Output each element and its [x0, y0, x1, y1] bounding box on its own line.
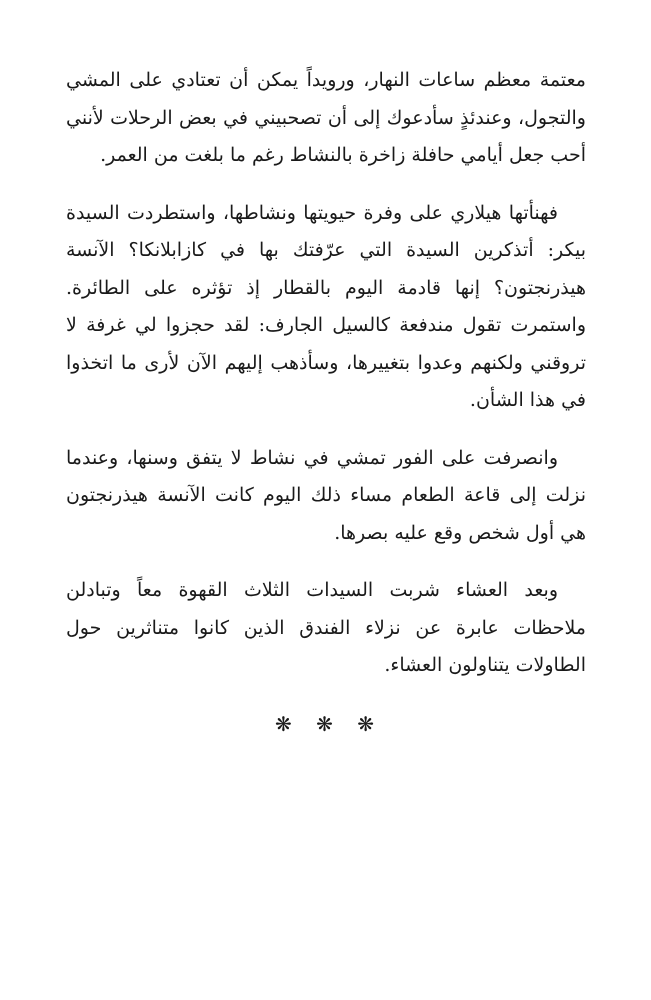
- paragraph-3: وانصرفت على الفور تمشي في نشاط لا يتفق وسنها، وعندما نزلت إلى قاعة الطعام مساء ذلك اليوم كانت الآنسة هيذرنجتون هي أول شخص وقع عليه بصرها.: [66, 446, 586, 544]
- asterism-mark: ❋: [316, 712, 335, 736]
- paragraph-4: وبعد العشاء شربت السيدات الثلاث القهوة معاً وتبادلن ملاحظات عابرة عن نزلاء الفندق الذين كانوا متناثرين حول الطاولات يتناولون العشاء.: [66, 579, 586, 676]
- asterism-mark: ❋: [274, 712, 294, 736]
- paragraph-1: معتمة معظم ساعات النهار، ورويداً يمكن أن تعتادي على المشي والتجول، وعندئذٍ سأدعوك إلى أن تصحبيني في بعض الرحلات لأنني أحب جعل أيامي حافلة زاخرة بالنشاط رغم ما بلغت من العمر.: [66, 69, 586, 166]
- section-separator: [0, 712, 651, 736]
- book-page-text: [66, 62, 586, 705]
- asterism-mark: ❋: [357, 712, 376, 736]
- paragraph-2: فهنأتها هيلاري على وفرة حيويتها ونشاطها، واستطردت السيدة بيكر: أتذكرين السيدة التي عرّفتك بها في كازابلانكا؟ الآنسة هيذرنجتون؟ إنها قادمة اليوم بالقطار إذ تؤثره على الطائرة. واستمرت تقول مندفعة كالسيل الجارف: لقد حجزوا لي غرفة لا تروقني ولكنهم وعدوا بتغييرها، وسأذهب إليهم الآن لأرى ما اتخذوا في هذا الشأن.: [66, 201, 586, 411]
